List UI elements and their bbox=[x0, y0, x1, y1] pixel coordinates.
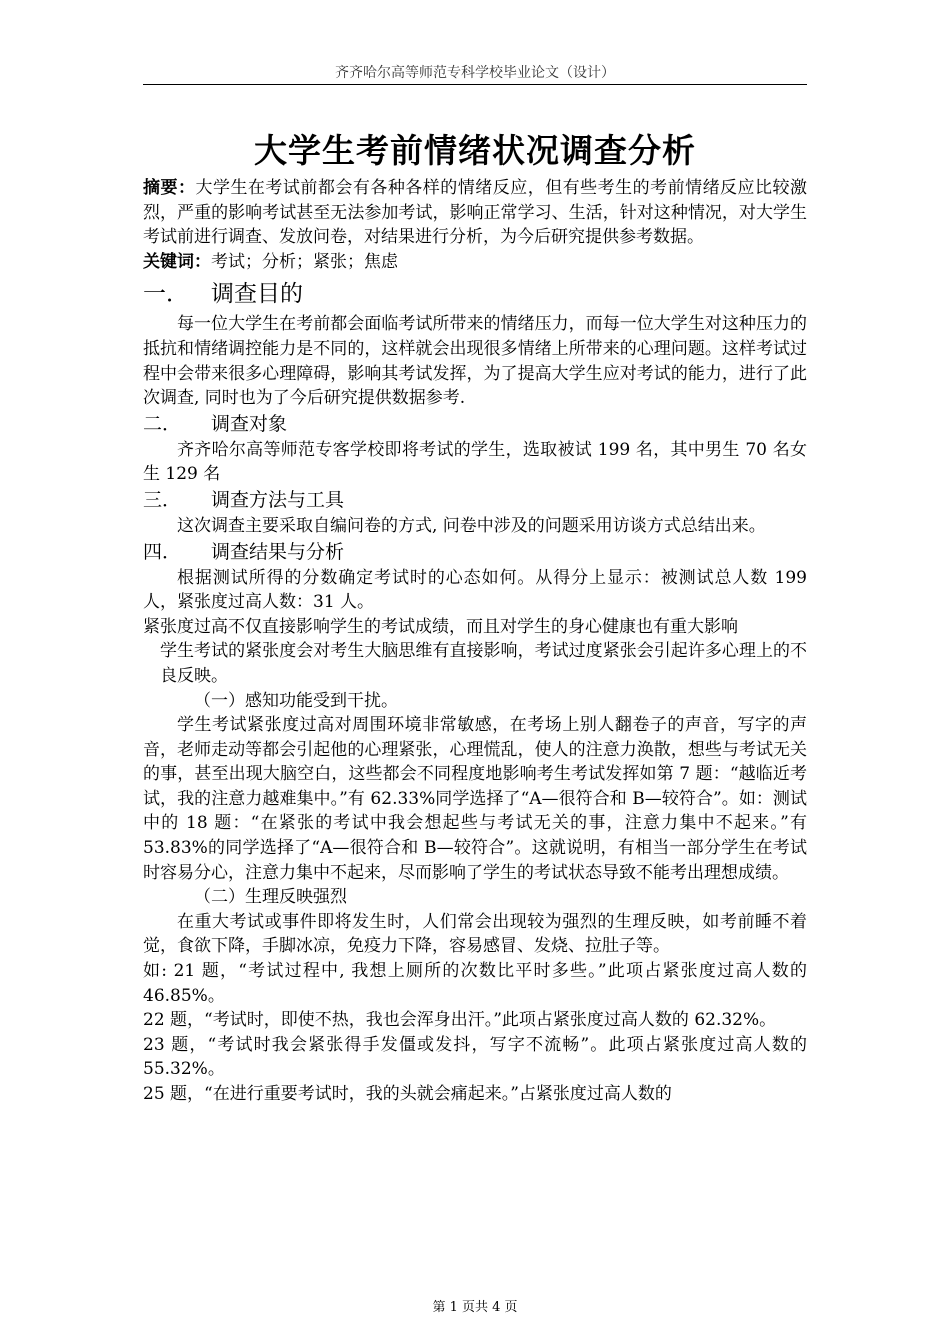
document-title: 大学生考前情绪状况调查分析 bbox=[254, 131, 696, 170]
analysis-paragraph-2: 学生考试的紧张度会对考生大脑思维有直接影响，考试过度紧张会引起许多心理上的不良反映。 bbox=[160, 641, 807, 686]
subsection-title-physiology: （二）生理反映强烈 bbox=[194, 887, 347, 908]
subsection-text-perception: 学生考试紧张度过高对周围环境非常敏感，在考场上别人翻卷子的声音，写字的声音，老师走动等都会引起他的心理紧张，心理慌乱，使人的注意力涣散，想些与考试无关的事，甚至出现大脑空白，这些都会不同程度地影响考生考试发挥如第 7 题：“越临近考试，我的注意力越难集中。”有 62.33%同学选择了“A—很符合和 B—较符合”。如：测试中的 18 题：“在紧张的考试中我会想起些与考试无关的事，注意力集中不起来。”有 53.83%的同学选择了“A—很符合和 B—较符合”。这就说明，有相当一部分学生在考试时容易分心，注意力集中不起来，尽而影响了学生的考试状态导致不能考出理想成绩。 bbox=[143, 715, 807, 883]
section-heading-results bbox=[143, 539, 807, 566]
keywords bbox=[143, 250, 807, 275]
keywords-text: 考试；分析；紧张；焦虑 bbox=[211, 251, 398, 272]
document-body bbox=[143, 128, 807, 1107]
section-number: 二． bbox=[143, 412, 182, 435]
abstract bbox=[143, 176, 807, 250]
page-footer: 第 1 页共 4 页 bbox=[432, 1300, 518, 1315]
abstract-label: 摘要： bbox=[143, 178, 196, 198]
question-22-finding: 22 题，“考试时，即使不热，我也会浑身出汗。”此项占紧张度过高人数的 62.32%。 bbox=[143, 1010, 777, 1031]
question-25-finding: 25 题，“在进行重要考试时，我的头就会痛起来。”占紧张度过高人数的 bbox=[143, 1084, 672, 1104]
section-title: 调查对象 bbox=[211, 412, 288, 435]
section-heading-subjects bbox=[143, 411, 807, 438]
section-paragraph-results: 根据测试所得的分数确定考试时的心态如何。从得分上显示：被测试总人数 199 人，紧张度过高人数：31 人。 bbox=[143, 567, 807, 613]
subsection-text-physiology: 在重大考试或事件即将发生时，人们常会出现较为强烈的生理反映，如考前睡不着觉，食欲下降，手脚冰凉，免疫力下降，容易感冒、发烧、拉肚子等。 bbox=[143, 911, 807, 957]
section-paragraph-subjects: 齐齐哈尔高等师范专客学校即将考试的学生，选取被试 199 名，其中男生 70 名女生 129 名 bbox=[143, 439, 807, 485]
section-heading-purpose bbox=[143, 276, 807, 312]
section-number: 四． bbox=[143, 540, 182, 563]
subsection-title-perception: （一）感知功能受到干扰。 bbox=[194, 690, 398, 711]
section-title: 调查方法与工具 bbox=[211, 488, 345, 511]
keywords-label: 关键词： bbox=[143, 251, 211, 272]
abstract-text: 大学生在考试前都会有各种各样的情绪反应，但有些考生的考前情绪反应比较激烈，严重的影响考试甚至无法参加考试，影响正常学习、生活，针对这种情况，对大学生考试前进行调查、发放问卷，对结果进行分析，为今后研究提供参考数据。 bbox=[143, 178, 808, 248]
section-paragraph-methods: 这次调查主要采取自编问卷的方式, 问卷中涉及的问题采用访谈方式总结出来。 bbox=[177, 515, 766, 536]
section-title: 调查目的 bbox=[211, 281, 303, 308]
section-number: 三． bbox=[143, 488, 182, 511]
analysis-paragraph-1: 紧张度过高不仅直接影响学生的考试成绩，而且对学生的身心健康也有重大影响 bbox=[143, 616, 738, 637]
section-heading-methods bbox=[143, 487, 807, 514]
section-title: 调查结果与分析 bbox=[211, 540, 345, 563]
question-21-finding: 如: 21 题，“考试过程中, 我想上厕所的次数比平时多些。”此项占紧张度过高人数的 46.85%。 bbox=[143, 961, 807, 1006]
question-23-finding: 23 题，“考试时我会紧张得手发僵或发抖，写字不流畅”。此项占紧张度过高人数的 55.32%。 bbox=[143, 1034, 807, 1080]
section-paragraph-purpose: 每一位大学生在考前都会面临考试所带来的情绪压力，而每一位大学生对这种压力的抵抗和情绪调控能力是不同的，这样就会出现很多情绪上所带来的心理问题。这样考试过程中会带来很多心理障碍，影响其考试发挥，为了提高大学生应对考试的能力，进行了此次调查, 同时也为了今后研究提供数据参考. bbox=[143, 314, 807, 409]
section-number: 一． bbox=[143, 281, 189, 308]
running-header: 齐齐哈尔高等师范专科学校毕业论文（设计） bbox=[143, 64, 807, 85]
